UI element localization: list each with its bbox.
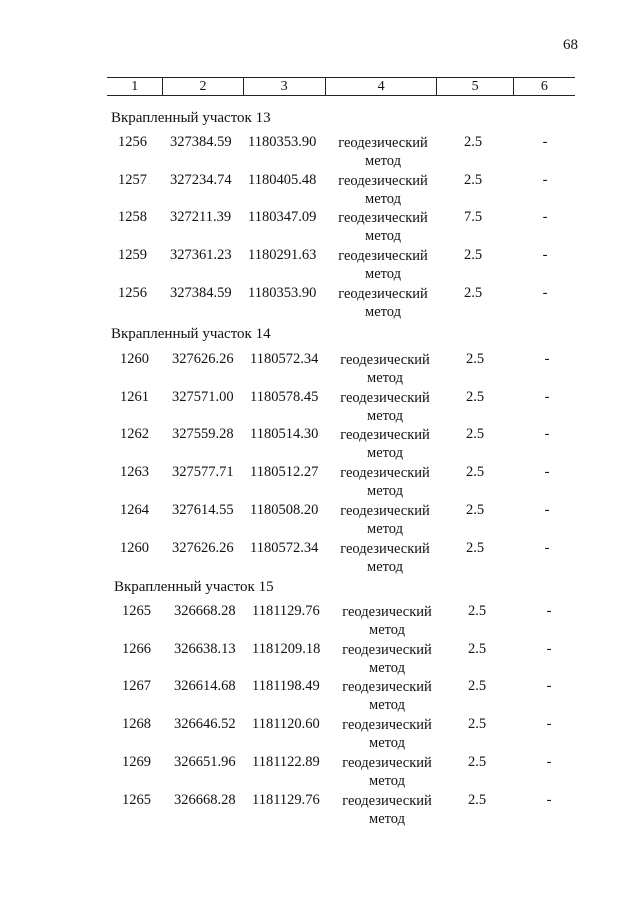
y-coordinate: 1180578.45 <box>250 388 319 405</box>
method-cell: геодезический метод <box>342 679 432 714</box>
note-cell: - <box>542 171 548 188</box>
x-coordinate: 327614.55 <box>172 501 234 518</box>
table-row <box>0 134 639 170</box>
y-coordinate: 1180572.34 <box>250 351 319 367</box>
accuracy-cell: 2.5 <box>467 791 487 808</box>
x-coordinate: 326614.68 <box>174 678 236 695</box>
note-cell: - <box>546 753 552 770</box>
point-number: 1266 <box>122 640 151 657</box>
note-cell: - <box>546 791 552 808</box>
note-cell: - <box>542 134 548 150</box>
table-row <box>0 247 639 283</box>
accuracy-cell: 2.5 <box>465 426 485 443</box>
table-row <box>0 172 639 208</box>
table-row <box>0 754 639 790</box>
y-coordinate: 1180353.90 <box>248 134 317 150</box>
page-number: 68 <box>563 37 578 53</box>
accuracy-cell: 2.5 <box>465 539 485 556</box>
x-coordinate: 327384.59 <box>170 284 232 301</box>
note-cell: - <box>544 388 550 405</box>
note-cell: - <box>546 603 552 619</box>
point-number: 1268 <box>122 716 151 733</box>
point-number: 1258 <box>118 209 147 226</box>
x-coordinate: 326651.96 <box>174 753 236 770</box>
method-cell: геодезический метод <box>338 285 428 320</box>
table-row <box>0 716 639 752</box>
table-row <box>0 464 639 500</box>
point-number: 1257 <box>118 171 147 188</box>
method-cell: геодезический метод <box>340 352 430 386</box>
section-title: Вкрапленный участок 13 <box>111 110 271 126</box>
y-coordinate: 1180353.90 <box>248 284 317 301</box>
point-number: 1267 <box>122 678 151 695</box>
method-cell: геодезический метод <box>340 427 430 462</box>
accuracy-cell: 2.5 <box>467 640 487 657</box>
x-coordinate: 327234.74 <box>170 171 232 188</box>
x-coordinate: 326668.28 <box>174 603 236 619</box>
accuracy-cell: 2.5 <box>467 753 487 770</box>
method-cell: геодезический метод <box>342 604 432 638</box>
section-title: Вкрапленный участок 15 <box>114 579 274 595</box>
accuracy-cell: 7.5 <box>463 209 483 226</box>
note-cell: - <box>544 426 550 443</box>
x-coordinate: 327577.71 <box>172 464 234 481</box>
y-coordinate: 1181198.49 <box>252 678 320 695</box>
method-cell: геодезический метод <box>338 248 428 283</box>
method-cell: геодезический метод <box>340 540 430 575</box>
header-cell-6: 6 <box>513 78 575 95</box>
x-coordinate: 326646.52 <box>174 716 236 733</box>
note-cell: - <box>544 464 550 481</box>
point-number: 1260 <box>120 351 149 367</box>
table-row <box>0 502 639 538</box>
table-row <box>0 603 639 639</box>
point-number: 1265 <box>122 791 151 808</box>
x-coordinate: 327626.26 <box>172 351 234 367</box>
point-number: 1256 <box>118 134 147 150</box>
note-cell: - <box>546 716 552 733</box>
accuracy-cell: 2.5 <box>465 388 485 405</box>
y-coordinate: 1180572.34 <box>250 539 319 556</box>
point-number: 1264 <box>120 501 149 518</box>
accuracy-cell: 2.5 <box>465 351 485 367</box>
point-number: 1260 <box>120 539 149 556</box>
point-number: 1265 <box>122 603 151 619</box>
method-cell: геодезический метод <box>342 754 432 789</box>
point-number: 1263 <box>120 464 149 481</box>
method-cell: геодезический метод <box>340 502 430 537</box>
table-row <box>0 285 639 321</box>
y-coordinate: 1180347.09 <box>248 209 317 226</box>
point-number: 1259 <box>118 247 147 264</box>
method-cell: геодезический метод <box>338 210 428 245</box>
method-cell: геодезический метод <box>342 792 432 827</box>
method-cell: геодезический метод <box>340 389 430 424</box>
x-coordinate: 327571.00 <box>172 388 234 405</box>
accuracy-cell: 2.5 <box>463 171 483 188</box>
method-cell: геодезический метод <box>342 641 432 676</box>
header-cell-2: 2 <box>162 78 242 95</box>
table-row <box>0 540 639 576</box>
y-coordinate: 1181120.60 <box>252 716 320 733</box>
point-number: 1262 <box>120 426 149 443</box>
header-cell-1: 1 <box>131 79 139 94</box>
method-cell: геодезический метод <box>338 172 428 207</box>
accuracy-cell: 2.5 <box>465 501 485 518</box>
note-cell: - <box>542 247 548 264</box>
accuracy-cell: 2.5 <box>465 464 485 481</box>
accuracy-cell: 2.5 <box>463 134 483 150</box>
table-header <box>107 77 575 96</box>
header-cell-3: 3 <box>243 78 325 95</box>
method-cell: геодезический метод <box>338 135 428 169</box>
note-cell: - <box>544 501 550 518</box>
accuracy-cell: 2.5 <box>467 678 487 695</box>
point-number: 1261 <box>120 388 149 405</box>
table-row <box>0 209 639 245</box>
y-coordinate: 1180512.27 <box>250 464 319 481</box>
table-row <box>0 641 639 677</box>
table-row <box>0 678 639 714</box>
note-cell: - <box>542 209 548 226</box>
x-coordinate: 326638.13 <box>174 640 236 657</box>
accuracy-cell: 2.5 <box>463 284 483 301</box>
section-title: Вкрапленный участок 14 <box>111 326 271 342</box>
note-cell: - <box>542 284 548 301</box>
method-cell: геодезический метод <box>342 717 432 752</box>
accuracy-cell: 2.5 <box>467 716 487 733</box>
header-cell-4: 4 <box>325 78 437 95</box>
accuracy-cell: 2.5 <box>467 603 487 619</box>
x-coordinate: 327361.23 <box>170 247 232 264</box>
point-number: 1269 <box>122 753 151 770</box>
y-coordinate: 1181209.18 <box>252 640 321 657</box>
note-cell: - <box>546 640 552 657</box>
y-coordinate: 1180405.48 <box>248 171 317 188</box>
table-row <box>0 351 639 387</box>
y-coordinate: 1180291.63 <box>248 247 317 264</box>
table-row <box>0 426 639 462</box>
note-cell: - <box>544 351 550 367</box>
x-coordinate: 326668.28 <box>174 791 236 808</box>
x-coordinate: 327384.59 <box>170 134 232 150</box>
y-coordinate: 1180508.20 <box>250 501 319 518</box>
note-cell: - <box>546 678 552 695</box>
method-cell: геодезический метод <box>340 465 430 500</box>
header-cell-5: 5 <box>436 78 512 95</box>
point-number: 1256 <box>118 284 147 301</box>
y-coordinate: 1180514.30 <box>250 426 319 443</box>
x-coordinate: 327211.39 <box>170 209 232 226</box>
note-cell: - <box>544 539 550 556</box>
accuracy-cell: 2.5 <box>463 247 483 264</box>
table-row <box>0 792 639 828</box>
y-coordinate: 1181129.76 <box>252 791 320 808</box>
y-coordinate: 1181122.89 <box>252 753 320 770</box>
x-coordinate: 327559.28 <box>172 426 234 443</box>
y-coordinate: 1181129.76 <box>252 603 320 619</box>
x-coordinate: 327626.26 <box>172 539 234 556</box>
table-row <box>0 389 639 425</box>
